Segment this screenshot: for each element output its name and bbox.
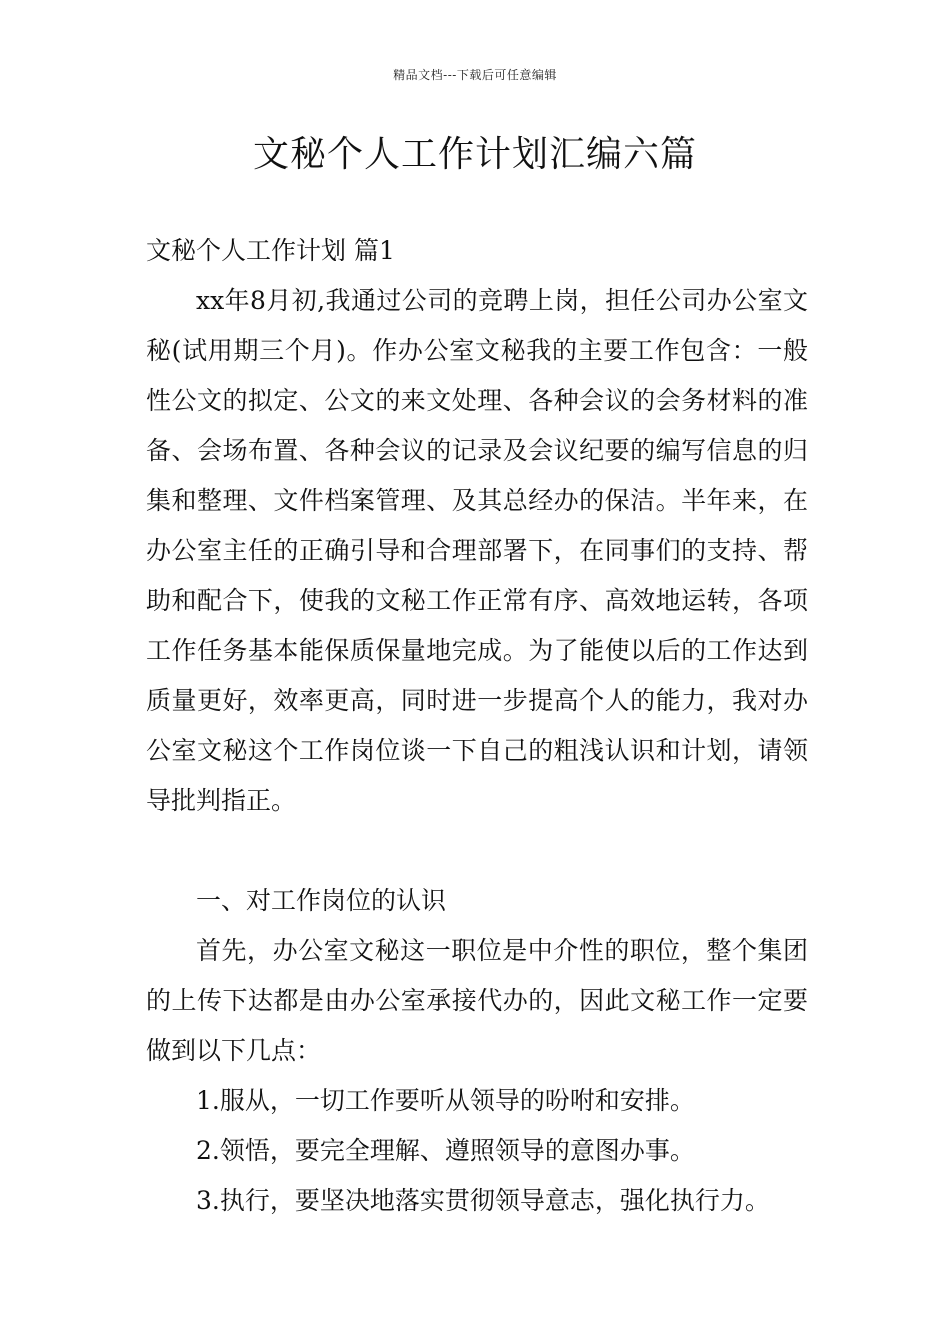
document-body	[146, 226, 808, 1226]
list-item-comprehend: 2.领悟，要完全理解、遵照领导的意图办事。	[196, 1136, 695, 1165]
header-note: 精品文档---下载后可任意编辑	[393, 68, 557, 82]
paragraph-first: 首先，办公室文秘这一职位是中介性的职位，整个集团的上传下达都是由办公室承接代办的，因此文秘工作一定要做到以下几点：	[146, 936, 808, 1065]
sub-heading-job-understanding: 一、对工作岗位的认识	[196, 886, 447, 915]
document-title: 文秘个人工作计划汇编六篇	[252, 134, 697, 175]
section-heading: 文秘个人工作计划 篇1	[146, 236, 395, 265]
list-item-obey: 1.服从，一切工作要听从领导的吩咐和安排。	[196, 1086, 695, 1115]
paragraph-spacer	[146, 826, 808, 876]
list-item-execute: 3.执行，要坚决地落实贯彻领导意志，强化执行力。	[196, 1186, 770, 1215]
paragraph-intro: xx年8月初,我通过公司的竞聘上岗，担任公司办公室文秘(试用期三个月)。作办公室文秘我的主要工作包含：一般性公文的拟定、公文的来文处理、各种会议的会务材料的准备、会场布置、各种会议的记录及会议纪要的编写信息的归集和整理、文件档案管理、及其总经办的保洁。半年来，在办公室主任的正确引导和合理部署下，在同事们的支持、帮助和配合下，使我的文秘工作正常有序、高效地运转，各项工作任务基本能保质保量地完成。为了能使以后的工作达到质量更好，效率更高，同时进一步提高个人的能力，我对办公室文秘这个工作岗位谈一下自己的粗浅认识和计划，请领导批判指正。	[146, 286, 808, 815]
